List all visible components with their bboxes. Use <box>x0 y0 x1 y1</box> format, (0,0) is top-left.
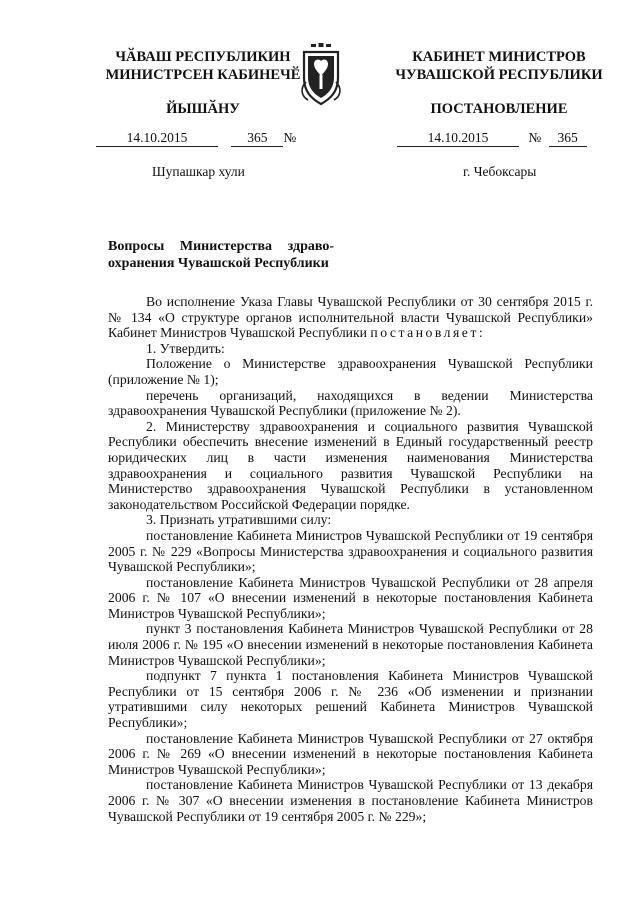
document-title <box>108 238 334 272</box>
paragraph-3: 3. Признать утратившими силу: <box>146 512 332 528</box>
decree-word: постановляет <box>370 325 479 341</box>
header-right-doc-type: ПОСТАНОВЛЕНИЕ <box>430 101 568 117</box>
paragraph-3f: постановление Кабинета Министров Чувашской Республики от 13 декабря 2006 г. № 307 «О внесении изменения в постановление Кабинета Министров Чувашской Республики от 19 сентября 2005 г. № 229»; <box>108 777 593 824</box>
number-line-left <box>96 130 310 147</box>
decree-number-left: 365 <box>231 130 283 147</box>
document-body <box>108 294 593 824</box>
paragraph-1b: перечень организаций, находящихся в ведении Министерства здравоохранения Чувашской Республики (приложение № 2). <box>108 387 593 419</box>
header-left-doc-type: ЙЫШӐНУ <box>166 101 240 117</box>
chuvash-coat-of-arms-icon <box>298 42 344 108</box>
paragraph-3b: постановление Кабинета Министров Чувашской Республики от 28 апреля 2006 г. № 107 «О внесении изменений в некоторые постановления Кабинета Министров Чувашской Республики»; <box>108 574 593 621</box>
city-right: г. Чебоксары <box>463 164 537 179</box>
paragraph-intro: Во исполнение Указа Главы Чувашской Республики от 30 сентября 2015 г. № 134 «О структуре органов исполнительной власти Чувашской Республики» Кабинет Министров Чувашской Республики постановляет: <box>108 294 593 341</box>
title-line2: охранения Чувашской Республики <box>108 256 329 271</box>
header-left-line1: ЧӐВАШ РЕСПУБЛИКИН <box>115 49 291 65</box>
decree-number-right: 365 <box>549 130 587 147</box>
paragraph-3c: пункт 3 постановления Кабинета Министров Чувашской Республики от 28 июля 2006 г. № 195 «О внесении изменений в некоторые постановления Кабинета Министров Чувашской Республики»; <box>108 621 593 668</box>
number-sign-right: № <box>528 130 542 145</box>
number-sign-left: № <box>283 130 297 145</box>
decree-date-left: 14.10.2015 <box>96 130 218 147</box>
city-left: Шупашкар хули <box>152 164 245 179</box>
paragraph-2: 2. Министерству здравоохранения и социального развития Чувашской Республики обеспечить внесение изменений в Единый государственный реестр юридических лиц в части изменения наименования Министерства здравоохранения и социального развития Чувашской Республики на Министерство здравоохранения Чувашской Республики в установленном законодательством Российской Федерации порядке. <box>108 418 593 512</box>
paragraph-3a: постановление Кабинета Министров Чувашской Республики от 19 сентября 2005 г. № 229 «Вопросы Министерства здравоохранения и социального развития Чувашской Республики»; <box>108 527 593 575</box>
header-right <box>374 48 624 118</box>
header-left-line2: МИНИСТРСЕН КАБИНЕЧӖ <box>105 67 301 83</box>
paragraph-1: 1. Утвердить: <box>146 340 225 356</box>
paragraph-1a: Положение о Министерстве здравоохранения Чувашской Республики (приложение № 1); <box>108 356 593 387</box>
paragraph-3e: постановление Кабинета Министров Чувашской Республики от 27 октября 2006 г. № 269 «О внесении изменений в некоторые постановления Кабинета Министров Чувашской Республики»; <box>108 730 593 777</box>
header-right-line1: КАБИНЕТ МИНИСТРОВ <box>412 49 586 65</box>
paragraph-3d: подпункт 7 пункта 1 постановления Кабинета Министров Чувашской Республики от 15 сентября 2006 г. № 236 «Об изменении и признании утратившими силу некоторых решений Кабинета Министров Чувашской Республики»; <box>108 668 593 731</box>
header-left <box>78 48 328 118</box>
decree-date-right: 14.10.2015 <box>397 130 519 147</box>
number-line-right <box>397 130 597 147</box>
header-right-line2: ЧУВАШСКОЙ РЕСПУБЛИКИ <box>395 67 603 83</box>
title-line1: Вопросы Министерства здраво- <box>108 239 334 254</box>
